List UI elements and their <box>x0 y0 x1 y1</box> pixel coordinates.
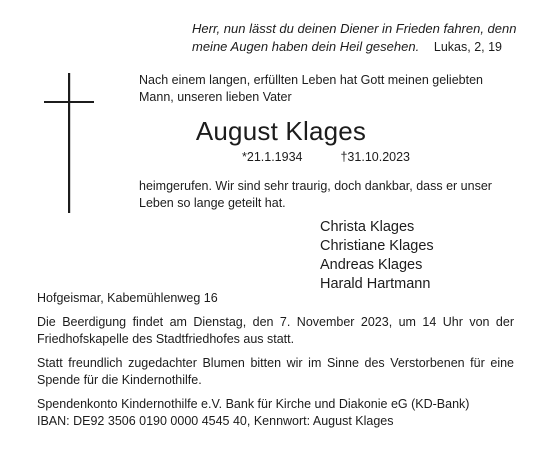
intro-line-1: Nach einem langen, erfüllten Leben hat Gott meinen geliebten <box>139 73 483 87</box>
donation-info <box>37 396 469 430</box>
funeral-line-2: Friedhofskapelle des Stadtfriedhofes aus statt. <box>37 332 295 346</box>
family-member: Harald Hartmann <box>320 276 431 292</box>
family-member: Christa Klages <box>320 219 415 235</box>
outro-text <box>139 178 492 212</box>
bible-verse <box>192 20 517 56</box>
birth-date: *21.1.1934 <box>242 150 303 164</box>
family-member: Christiane Klages <box>320 238 434 254</box>
funeral-info <box>37 314 514 348</box>
deceased-name: August Klages <box>195 116 367 146</box>
verse-line-1: Herr, nun lässt du deinen Diener in Frieden fahren, denn <box>192 21 517 36</box>
family-list <box>320 218 434 294</box>
outro-line-2: Leben so lange geteilt hat. <box>139 196 286 210</box>
intro-text <box>139 72 483 106</box>
flowers-line-2: Spende für die Kindernothilfe. <box>37 373 202 387</box>
flowers-note <box>37 355 514 389</box>
verse-line-2: meine Augen haben dein Heil gesehen. <box>192 39 420 54</box>
intro-line-2: Mann, unseren lieben Vater <box>139 90 292 104</box>
flowers-line-1: Statt freundlich zugedachter Blumen bitten wir im Sinne des Verstorbenen für eine <box>37 356 514 370</box>
death-date: †31.10.2023 <box>340 150 410 164</box>
address: Hofgeismar, Kabemühlenweg 16 <box>37 291 218 305</box>
verse-reference: Lukas, 2, 19 <box>433 40 502 54</box>
family-member: Andreas Klages <box>320 257 423 273</box>
funeral-line-1: Die Beerdigung findet am Dienstag, den 7. November 2023, um 14 Uhr von der <box>37 315 514 329</box>
life-dates <box>242 150 410 164</box>
donation-line-1: Spendenkonto Kindernothilfe e.V. Bank für Kirche und Diakonie eG (KD-Bank) <box>37 397 470 411</box>
outro-line-1: heimgerufen. Wir sind sehr traurig, doch dankbar, dass er unser <box>139 179 492 193</box>
donation-line-2: IBAN: DE92 3506 0190 0000 4545 40, Kennwort: August Klages <box>37 414 394 428</box>
